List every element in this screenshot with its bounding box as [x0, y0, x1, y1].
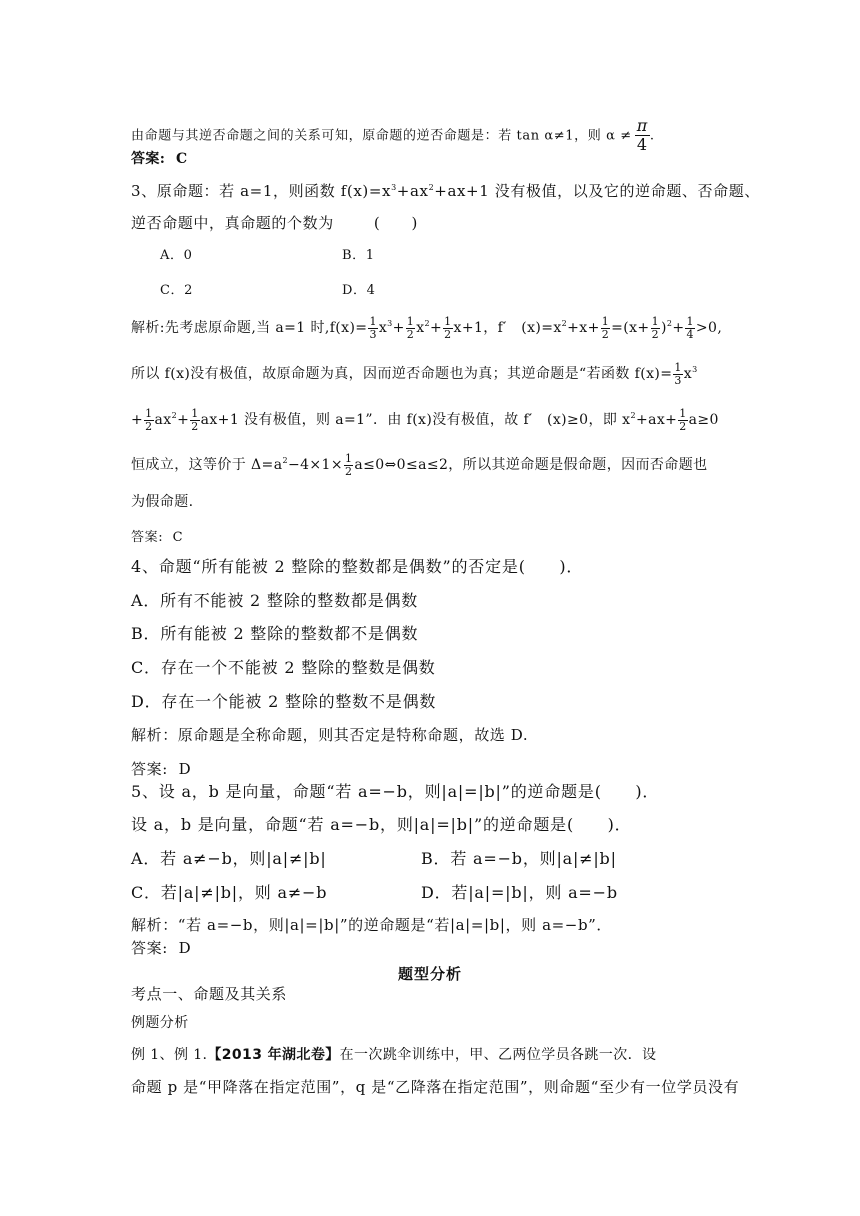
fraction-1-2: $\frac{1}{2}$ — [191, 407, 199, 433]
label-text: 例题分析 — [131, 1015, 189, 1031]
q3-text-b: +ax — [396, 182, 429, 200]
q5-option-A — [131, 851, 327, 867]
section-heading: 题型分析 — [397, 965, 462, 983]
q3-text-line2: 逆否命题中，真命题的个数为 — [131, 214, 334, 232]
sol-text: a≤0⇔0≤a≤2，所以其逆命题是假命题，因而否命题也 — [354, 457, 708, 474]
solution-4 — [131, 728, 528, 743]
fraction-1-2: $\frac{1}{2}$ — [344, 452, 353, 478]
q4-option-D — [131, 694, 436, 710]
answer-1 — [131, 152, 187, 166]
example-1-line2 — [131, 1080, 739, 1095]
sol-text: 解析：“若 a=−b，则|a|=|b|”的逆命题是“若|a|=|b|，则 a=−b”． — [131, 916, 613, 934]
sol-text: +x+ — [567, 320, 600, 337]
fraction-1-4: $\frac{1}{4}$ — [686, 315, 694, 341]
question-5-stem — [131, 784, 659, 800]
sol-text: a≥0 — [688, 412, 719, 429]
answer-label: 答案: — [131, 939, 168, 957]
sol-text: ax+1 没有极值，则 a=1”．由 f(x)没有极值，故 f′ (x)≥0，即 x — [200, 412, 631, 429]
fraction-1-2: $\frac{1}{2}$ — [145, 407, 153, 433]
sol-text: 恒成立，这等价于 Δ=a — [131, 457, 283, 474]
answer-4 — [131, 762, 191, 777]
answer-label: 答案: — [131, 530, 164, 545]
sol-text: 为假命题. — [131, 494, 194, 510]
contrapositive-text: 由命题与其逆否命题之间的关系可知，原命题的逆否命题是：若 tan α≠1，则 α ≠ — [131, 128, 632, 144]
solution-3-line5 — [131, 495, 193, 509]
fraction-1-2: $\frac{1}{2}$ — [601, 315, 610, 341]
answer-value: D — [178, 760, 192, 778]
sol-text: −4×1× — [287, 457, 343, 474]
answer-label: 答案: — [131, 151, 166, 167]
sol-text: + — [672, 320, 685, 337]
answer-value: C — [175, 151, 188, 167]
fraction-pi-over-4 — [635, 117, 650, 155]
sol-text: x — [683, 366, 693, 383]
example-analysis-label — [131, 1016, 189, 1030]
answer-value: D — [178, 939, 192, 957]
q3-option-C — [160, 284, 193, 297]
q3-option-D — [342, 284, 376, 297]
q3-option-A — [160, 249, 192, 262]
fraction-1-2: $\frac{1}{2}$ — [651, 315, 659, 341]
answer-label: 答案: — [131, 760, 168, 778]
option-label: A．若 a≠−b，则|a|≠|b| — [131, 849, 327, 868]
period: . — [649, 128, 655, 144]
option-label: B．1 — [342, 248, 375, 263]
q5-option-B — [421, 851, 617, 867]
q4-option-A — [131, 593, 418, 609]
option-label: D．4 — [342, 283, 376, 298]
question-4-stem — [131, 559, 583, 575]
sol-text: =(x+ — [611, 320, 650, 337]
q3-text-a: 3、原命题：若 a=1，则函数 f(x)=x — [131, 182, 392, 200]
question-3-line1 — [131, 184, 760, 199]
q4-option-C — [131, 660, 436, 676]
frac-numerator: π — [636, 116, 648, 135]
solution-3-line2: 所以 f(x)没有极值，故原命题为真，因而逆否命题也为真；其逆命题是“若函数 f(x)= $\frac{1}{3}$ $x^3$ — [131, 361, 698, 387]
sol-text: + — [131, 412, 144, 429]
q3-option-B — [342, 249, 375, 262]
option-label: D．存在一个能被 2 整除的整数不是偶数 — [131, 692, 437, 711]
sol-text: x — [416, 320, 425, 337]
option-label: B．若 a=−b，则|a|≠|b| — [421, 849, 617, 868]
sol-text: >0, — [695, 320, 723, 337]
solution-5 — [131, 918, 612, 933]
option-label: C．2 — [160, 283, 194, 298]
question-5-stem-repeat — [131, 817, 631, 833]
sup: 2 — [428, 183, 435, 192]
point-1-title — [131, 987, 287, 1002]
answer-5 — [131, 941, 191, 956]
ex-text: 命题 p 是“甲降落在指定范围”，q 是“乙降落在指定范围”，则命题“至少有一位学员没有 — [131, 1078, 740, 1096]
ex-source: 【2013 年湖北卷】 — [207, 1047, 340, 1063]
ex-text: 在一次跳伞训练中，甲、乙两位学员各跳一次．设 — [339, 1047, 657, 1063]
solution-3-line3: + $\frac{1}{2}$ $ax^2+$ $\frac{1}{2}$ ax+1 没有极值，则 a=1”．由 f(x)没有极值，故 f′ (x)≥0，即 $x^2+ax+$ $\frac{1}{2}$ a≥0 — [131, 407, 719, 433]
q5-text: 5、设 a，b 是向量，命题“若 a=−b，则|a|=|b|”的逆命题是( )． — [131, 782, 660, 801]
sol-text: ax — [154, 412, 172, 429]
q3-text-c: +ax+1 没有极值，以及它的逆命题、否命题、 — [434, 182, 760, 200]
option-label: A．0 — [160, 248, 193, 263]
sol-text: x — [378, 320, 388, 337]
q4-option-B — [131, 626, 418, 642]
sol-text: + — [177, 412, 190, 429]
solution-3-line1: 解析:先考虑原命题,当 a=1 时,f(x)= $\frac{1}{3}$ $x^3+$ $\frac{1}{2}$ $x^2+$ $\frac{1}{2}$ x+1，f′ $(x)=x^2+x+$ $\frac{1}{2}$ =(x+ $\frac{1}{2}$ )$^2$+ $\frac{1}{4}$ >0, — [131, 315, 723, 341]
fraction-1-3: $\frac{1}{3}$ — [674, 361, 682, 387]
q4-text: 4、命题“所有能被 2 整除的整数都是偶数”的否定是( )． — [131, 557, 584, 576]
question-3-line2 — [131, 216, 418, 231]
sol-text: x+1，f′ (x)=x — [453, 320, 562, 337]
q5-option-C — [131, 885, 327, 901]
fraction-1-2: $\frac{1}{2}$ — [406, 315, 415, 341]
sup: 3 — [391, 183, 397, 192]
answer-blank: ( ) — [373, 214, 418, 232]
option-label: C．存在一个不能被 2 整除的整数是偶数 — [131, 658, 436, 677]
sol-text: + — [392, 320, 405, 337]
ex-text: 例 1、例 1. — [131, 1047, 208, 1063]
answer-value: C — [172, 530, 184, 545]
q5-text: 设 a，b 是向量，命题“若 a=−b，则|a|=|b|”的逆命题是( )． — [131, 815, 632, 834]
sol-text: 解析：原命题是全称命题，则其否定是特称命题，故选 D. — [131, 726, 529, 744]
sol-text: 所以 f(x)没有极值，故原命题为真，因而逆否命题也为真；其逆命题是“若函数 f(x)= — [131, 366, 673, 383]
paragraph-contrapositive — [131, 117, 655, 155]
option-label: C．若|a|≠|b|，则 a≠−b — [131, 883, 328, 902]
option-label: D．若|a|=|b|，则 a=−b — [421, 883, 618, 902]
fraction-1-2: $\frac{1}{2}$ — [444, 315, 452, 341]
answer-3 — [131, 531, 183, 544]
sol-text: +ax+ — [635, 412, 678, 429]
example-1-line1 — [131, 1048, 656, 1062]
solution-3-line4: 恒成立，这等价于 $\Delta=a^2-4\times 1\times$ $\frac{1}{2}$ a≤0⇔0≤a≤2，所以其逆命题是假命题，因而否命题也 — [131, 452, 708, 478]
fraction-1-3: $\frac{1}{3}$ — [369, 315, 377, 341]
q5-option-D — [421, 885, 618, 901]
frac-denominator: 4 — [636, 135, 648, 155]
sol-text: ) — [660, 320, 667, 337]
point-text: 考点一、命题及其关系 — [131, 985, 288, 1003]
option-label: A．所有不能被 2 整除的整数都是偶数 — [131, 591, 419, 610]
option-label: B．所有能被 2 整除的整数都不是偶数 — [131, 624, 419, 643]
sol-text: 解析:先考虑原命题,当 a=1 时,f(x)= — [131, 320, 368, 337]
fraction-1-2: $\frac{1}{2}$ — [679, 407, 687, 433]
sol-text: + — [429, 320, 443, 337]
